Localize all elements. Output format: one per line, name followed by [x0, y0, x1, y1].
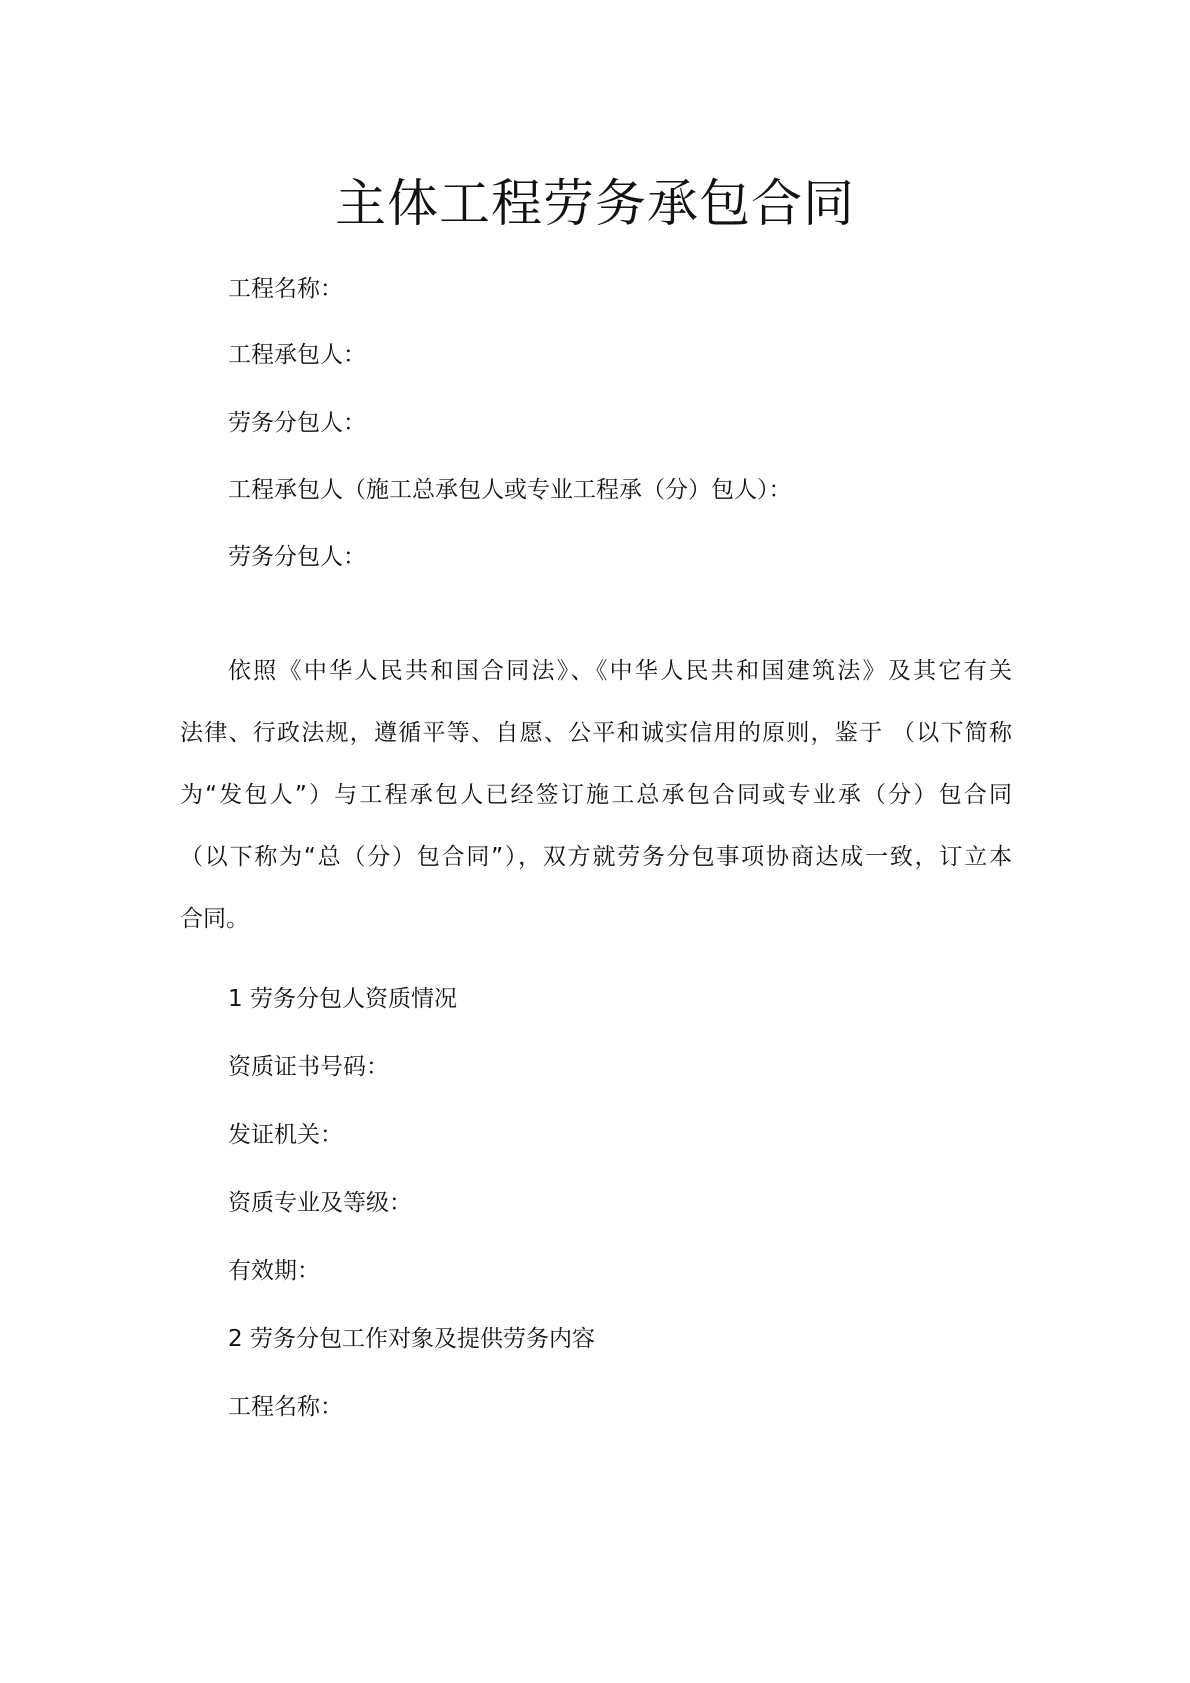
field-project-name-2: 工程名称：: [228, 1394, 343, 1420]
document-title: 主体工程劳务承包合同: [334, 175, 855, 234]
field-labor-subcontractor-2: 劳务分包人：: [228, 544, 366, 570]
field-validity-period: 有效期：: [228, 1258, 320, 1284]
preamble-line: 依照《中华人民共和国合同法》、《中华人民共和国建筑法》及其它有关: [228, 658, 1012, 684]
section-2-heading: 2 劳务分包工作对象及提供劳务内容: [228, 1326, 595, 1352]
field-certificate-number: 资质证书号码：: [228, 1054, 389, 1080]
preamble-line: （以下称为“总（分）包合同”），双方就劳务分包事项协商达成一致，订立本: [180, 844, 1012, 870]
field-project-name: 工程名称：: [228, 276, 343, 302]
section-1-heading: 1 劳务分包人资质情况: [228, 986, 457, 1012]
preamble-line: 为“发包人”）与工程承包人已经签订施工总承包合同或专业承（分）包合同: [180, 782, 1012, 808]
preamble-paragraph: [180, 654, 1012, 964]
preamble-line: 法律、行政法规，遵循平等、自愿、公平和诚实信用的原则，鉴于 （以下简称: [180, 720, 1012, 746]
field-labor-subcontractor: 劳务分包人：: [228, 410, 366, 436]
field-contractor-detail: 工程承包人（施工总承包人或专业工程承（分）包人）：: [228, 477, 792, 503]
field-contractor: 工程承包人：: [228, 342, 366, 368]
preamble-line: 合同。: [180, 906, 249, 932]
field-issuing-authority: 发证机关：: [228, 1122, 343, 1148]
field-qualification-grade: 资质专业及等级：: [228, 1190, 412, 1216]
